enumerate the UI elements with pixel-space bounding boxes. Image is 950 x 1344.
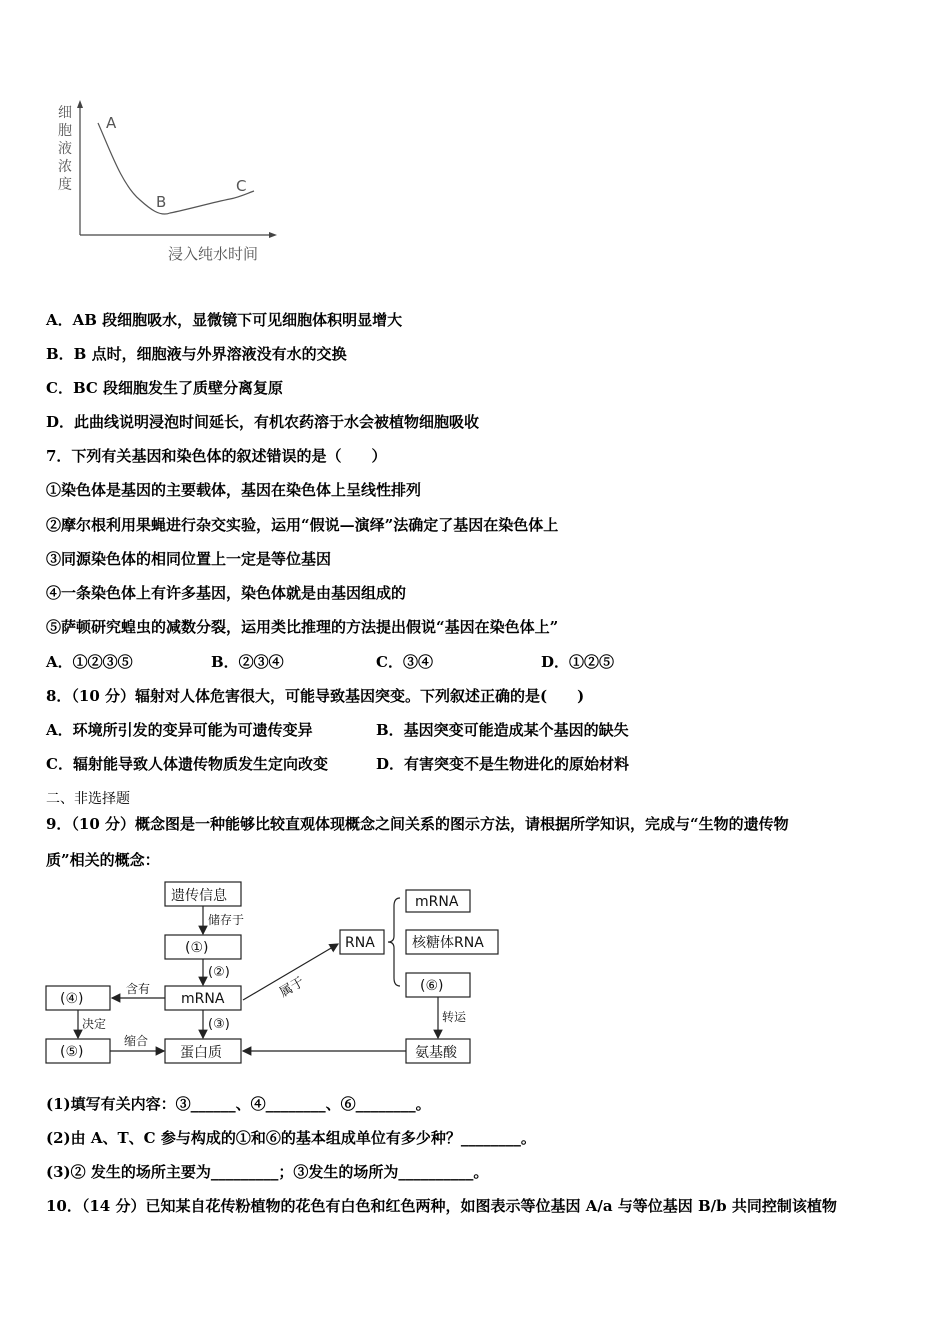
x-axis-arrow — [269, 232, 277, 238]
chart-ylabel-char: 浓 — [58, 159, 72, 175]
label-belongs-to: 属于 — [277, 974, 308, 1001]
q9-sub2: (2)由 A、T、C 参与构成的①和⑥的基本组成单位有多少种？________。 — [46, 1129, 536, 1147]
q7-statement-1: ①染色体是基因的主要载体，基因在染色体上呈线性排列 — [46, 481, 422, 499]
q8-option-c: C．辐射能导致人体遗传物质发生定向改变 — [46, 755, 328, 773]
label-store-in: 储存于 — [208, 913, 245, 927]
chart-ylabel-char: 液 — [58, 141, 72, 157]
chart-xlabel: 浸入纯水时间 — [168, 245, 259, 263]
q8-option-d: D．有害突变不是生物进化的原始材料 — [376, 755, 630, 773]
rna-type-brace — [388, 898, 400, 986]
q7-option-c: C．③④ — [376, 653, 433, 671]
label-blank-1: (①) — [185, 940, 209, 956]
q7-option-a: A．①②③⑤ — [46, 653, 133, 671]
label-amino-acid: 氨基酸 — [415, 1045, 457, 1061]
concentration-curve — [98, 123, 254, 214]
q6-option-d: D．此曲线说明浸泡时间延长，有机农药溶于水会被植物细胞吸收 — [46, 413, 480, 431]
q9-sub1: (1)填写有关内容：③______、④________、⑥________。 — [46, 1095, 431, 1113]
genetic-material-concept-map — [40, 876, 520, 1072]
chart-ylabel-char: 度 — [58, 177, 72, 193]
y-axis-arrow — [77, 100, 83, 108]
q7-statement-2: ②摩尔根利用果蝇进行杂交实验，运用“假说—演绎”法确定了基因在染色体上 — [46, 516, 559, 534]
label-genetic-info: 遗传信息 — [171, 888, 227, 904]
q9-stem-line1: 9．（10 分）概念图是一种能够比较直观体现概念之间关系的图示方法，请根据所学知识，完成与“生物的遗传物 — [46, 815, 789, 833]
label-mrna-type: mRNA — [415, 894, 459, 910]
chart-ylabel-char: 胞 — [58, 123, 72, 139]
label-protein: 蛋白质 — [180, 1045, 222, 1061]
label-rrna: 核糖体RNA — [412, 935, 484, 951]
q6-option-c: C．BC 段细胞发生了质壁分离复原 — [46, 379, 284, 397]
q7-option-b: B．②③④ — [211, 653, 284, 671]
q9-sub3: (3)② 发生的场所主要为_________；③发生的场所为__________。 — [46, 1163, 489, 1181]
point-label-b: B — [156, 193, 167, 211]
q7-statement-4: ④一条染色体上有许多基因，染色体就是由基因组成的 — [46, 584, 407, 602]
q10-stem: 10．（14 分）已知某自花传粉植物的花色有白色和红色两种，如图表示等位基因 A/a 与等位基因 B/b 共同控制该植物 — [46, 1197, 837, 1215]
q8-option-a: A．环境所引发的变异可能为可遗传变异 — [46, 721, 313, 739]
label-blank-3: (③) — [208, 1017, 230, 1032]
q7-statement-3: ③同源染色体的相同位置上一定是等位基因 — [46, 550, 332, 568]
q9-stem-line2: 质”相关的概念： — [46, 851, 160, 869]
q8-stem: 8．（10 分）辐射对人体危害很大，可能导致基因突变。下列叙述正确的是( ) — [46, 687, 585, 705]
label-transport: 转运 — [442, 1010, 467, 1024]
label-mrna: mRNA — [181, 991, 225, 1007]
q7-stem: 7．下列有关基因和染色体的叙述错误的是（ ） — [46, 447, 387, 465]
q7-option-d: D．①②⑤ — [541, 653, 615, 671]
label-contains: 含有 — [126, 982, 151, 996]
q8-option-b: B．基因突变可能造成某个基因的缺失 — [376, 721, 629, 739]
label-rna: RNA — [345, 935, 375, 951]
label-blank-2: (②) — [208, 965, 230, 980]
q7-statement-5: ⑤萨顿研究蝗虫的减数分裂，运用类比推理的方法提出假说“基因在染色体上” — [46, 618, 559, 636]
q6-option-a: A．AB 段细胞吸水，显微镜下可见细胞体积明显增大 — [46, 311, 403, 329]
label-blank-5: (⑤) — [60, 1044, 84, 1060]
chart-ylabel-char: 细 — [58, 105, 72, 121]
cell-sap-concentration-chart — [50, 95, 290, 270]
label-determines: 决定 — [82, 1017, 107, 1031]
section-title: 二、非选择题 — [46, 791, 130, 807]
label-blank-6: (⑥) — [420, 978, 444, 994]
point-label-a: A — [106, 114, 117, 132]
point-label-c: C — [236, 177, 247, 195]
q6-option-b: B．B 点时，细胞液与外界溶液没有水的交换 — [46, 345, 347, 363]
label-blank-4: (④) — [60, 991, 84, 1007]
label-folding: 缩合 — [124, 1034, 149, 1048]
